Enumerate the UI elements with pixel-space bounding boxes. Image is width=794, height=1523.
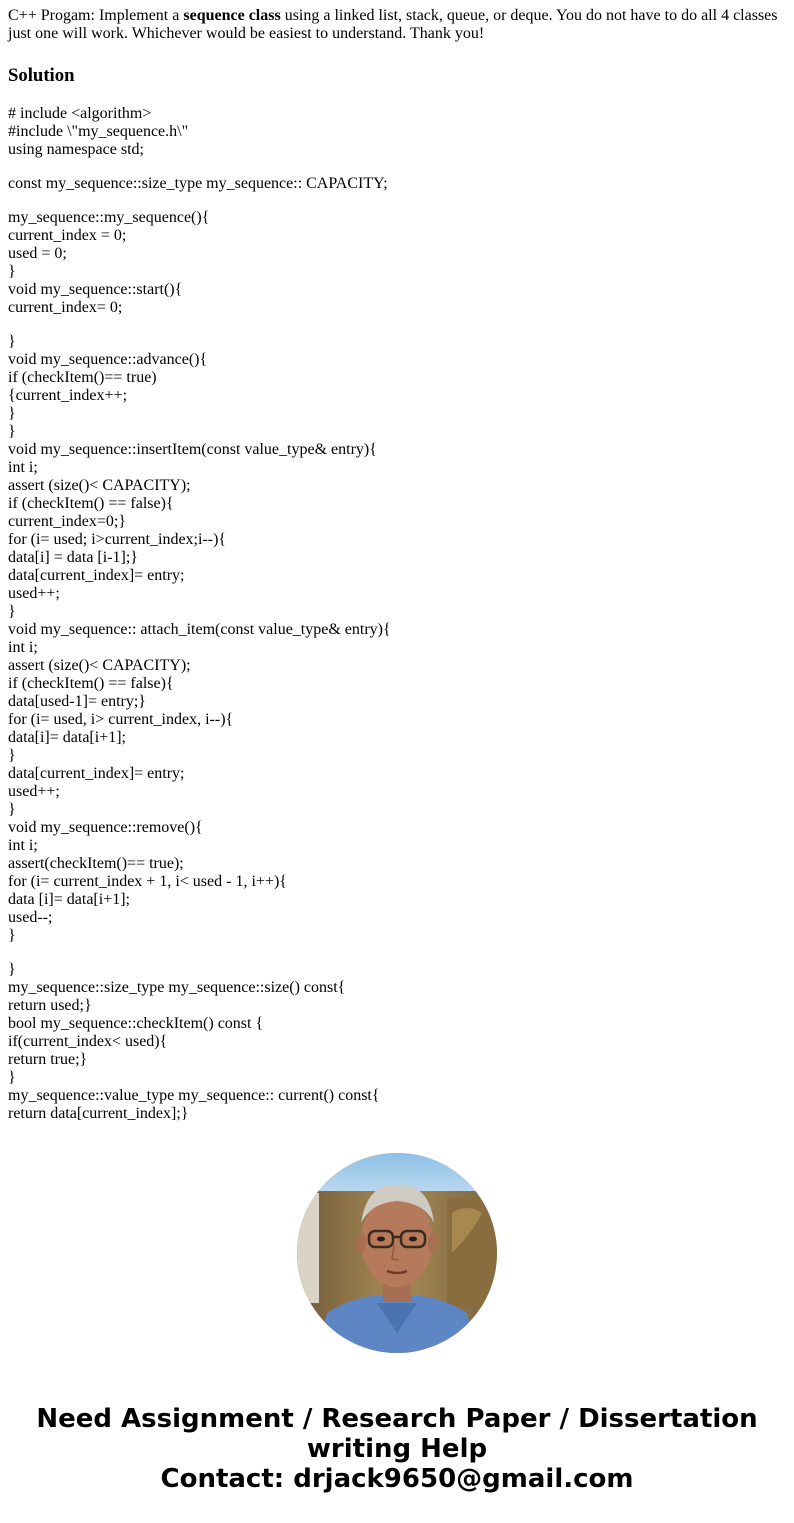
code-line: #include \"my_sequence.h\" bbox=[8, 123, 189, 140]
code-line: if(current_index< used){ bbox=[8, 1033, 168, 1050]
question-text bbox=[8, 7, 786, 43]
code-line: int i; bbox=[8, 837, 38, 854]
code-blank-line bbox=[8, 159, 786, 175]
code-line: my_sequence::value_type my_sequence:: current() const{ bbox=[8, 1087, 380, 1104]
code-line: if (checkItem() == false){ bbox=[8, 495, 174, 512]
code-line: current_index=0;} bbox=[8, 513, 126, 530]
banner-line-2: writing Help bbox=[306, 1434, 488, 1464]
code-line: current_index= 0; bbox=[8, 299, 123, 316]
question-emphasis: sequence class bbox=[183, 7, 281, 24]
code-blank-line bbox=[8, 193, 786, 209]
code-line: data[i]= data[i+1]; bbox=[8, 729, 126, 746]
code-line: assert(checkItem()== true); bbox=[8, 855, 184, 872]
code-line: } bbox=[8, 927, 16, 944]
code-line: used = 0; bbox=[8, 245, 67, 262]
code-line: void my_sequence::start(){ bbox=[8, 281, 183, 298]
author-photo bbox=[297, 1153, 497, 1353]
code-line: my_sequence::my_sequence(){ bbox=[8, 209, 210, 226]
code-line: } bbox=[8, 801, 16, 818]
code-line: return data[current_index];} bbox=[8, 1105, 189, 1122]
code-line: for (i= used, i> current_index, i--){ bbox=[8, 711, 234, 728]
code-line: return true;} bbox=[8, 1051, 88, 1068]
code-line: void my_sequence::insertItem(const value_type& entry){ bbox=[8, 441, 377, 458]
code-line: } bbox=[8, 405, 16, 422]
code-line: } bbox=[8, 961, 16, 978]
code-line: data[current_index]= entry; bbox=[8, 765, 185, 782]
solution-heading: Solution bbox=[8, 65, 75, 86]
question-suffix: using a linked list, stack, queue, or deque. You do not have to do all 4 classes just one will work. Whichever would be easiest to understand. Thank you! bbox=[8, 7, 778, 42]
code-line: } bbox=[8, 747, 16, 764]
code-line: data[current_index]= entry; bbox=[8, 567, 185, 584]
code-line: used++; bbox=[8, 585, 60, 602]
code-line: current_index = 0; bbox=[8, 227, 127, 244]
code-blank-line bbox=[8, 317, 786, 333]
code-line: } bbox=[8, 263, 16, 280]
code-line: {current_index++; bbox=[8, 387, 128, 404]
code-line: my_sequence::size_type my_sequence::size() const{ bbox=[8, 979, 346, 996]
code-line: } bbox=[8, 1069, 16, 1086]
banner-line-1: Need Assignment / Research Paper / Dissertation bbox=[36, 1404, 758, 1434]
code-line: data [i]= data[i+1]; bbox=[8, 891, 130, 908]
solution-code bbox=[8, 105, 786, 1123]
code-line: # include <algorithm> bbox=[8, 105, 152, 122]
banner-line-3: Contact: drjack9650@gmail.com bbox=[160, 1464, 634, 1494]
code-line: } bbox=[8, 333, 16, 350]
code-line: return used;} bbox=[8, 997, 92, 1014]
document-body bbox=[8, 7, 786, 1123]
code-line: void my_sequence::remove(){ bbox=[8, 819, 203, 836]
code-line: if (checkItem() == false){ bbox=[8, 675, 174, 692]
code-line: data[i] = data [i-1];} bbox=[8, 549, 138, 566]
code-line: void my_sequence::advance(){ bbox=[8, 351, 208, 368]
contact-banner bbox=[0, 1404, 794, 1494]
code-line: void my_sequence:: attach_item(const value_type& entry){ bbox=[8, 621, 391, 638]
code-line: using namespace std; bbox=[8, 141, 144, 158]
question-prefix: C++ Progam: Implement a bbox=[8, 7, 184, 24]
code-line: if (checkItem()== true) bbox=[8, 369, 157, 386]
code-line: int i; bbox=[8, 639, 38, 656]
code-line: assert (size()< CAPACITY); bbox=[8, 657, 191, 674]
code-line: int i; bbox=[8, 459, 38, 476]
code-line: } bbox=[8, 423, 16, 440]
code-line: for (i= used; i>current_index;i--){ bbox=[8, 531, 227, 548]
code-line: assert (size()< CAPACITY); bbox=[8, 477, 191, 494]
code-line: bool my_sequence::checkItem() const { bbox=[8, 1015, 264, 1032]
code-blank-line bbox=[8, 945, 786, 961]
code-line: used++; bbox=[8, 783, 60, 800]
code-line: used--; bbox=[8, 909, 53, 926]
code-line: const my_sequence::size_type my_sequence:: CAPACITY; bbox=[8, 175, 388, 192]
code-line: } bbox=[8, 603, 16, 620]
code-line: data[used-1]= entry;} bbox=[8, 693, 146, 710]
code-line: for (i= current_index + 1, i< used - 1, i++){ bbox=[8, 873, 287, 890]
